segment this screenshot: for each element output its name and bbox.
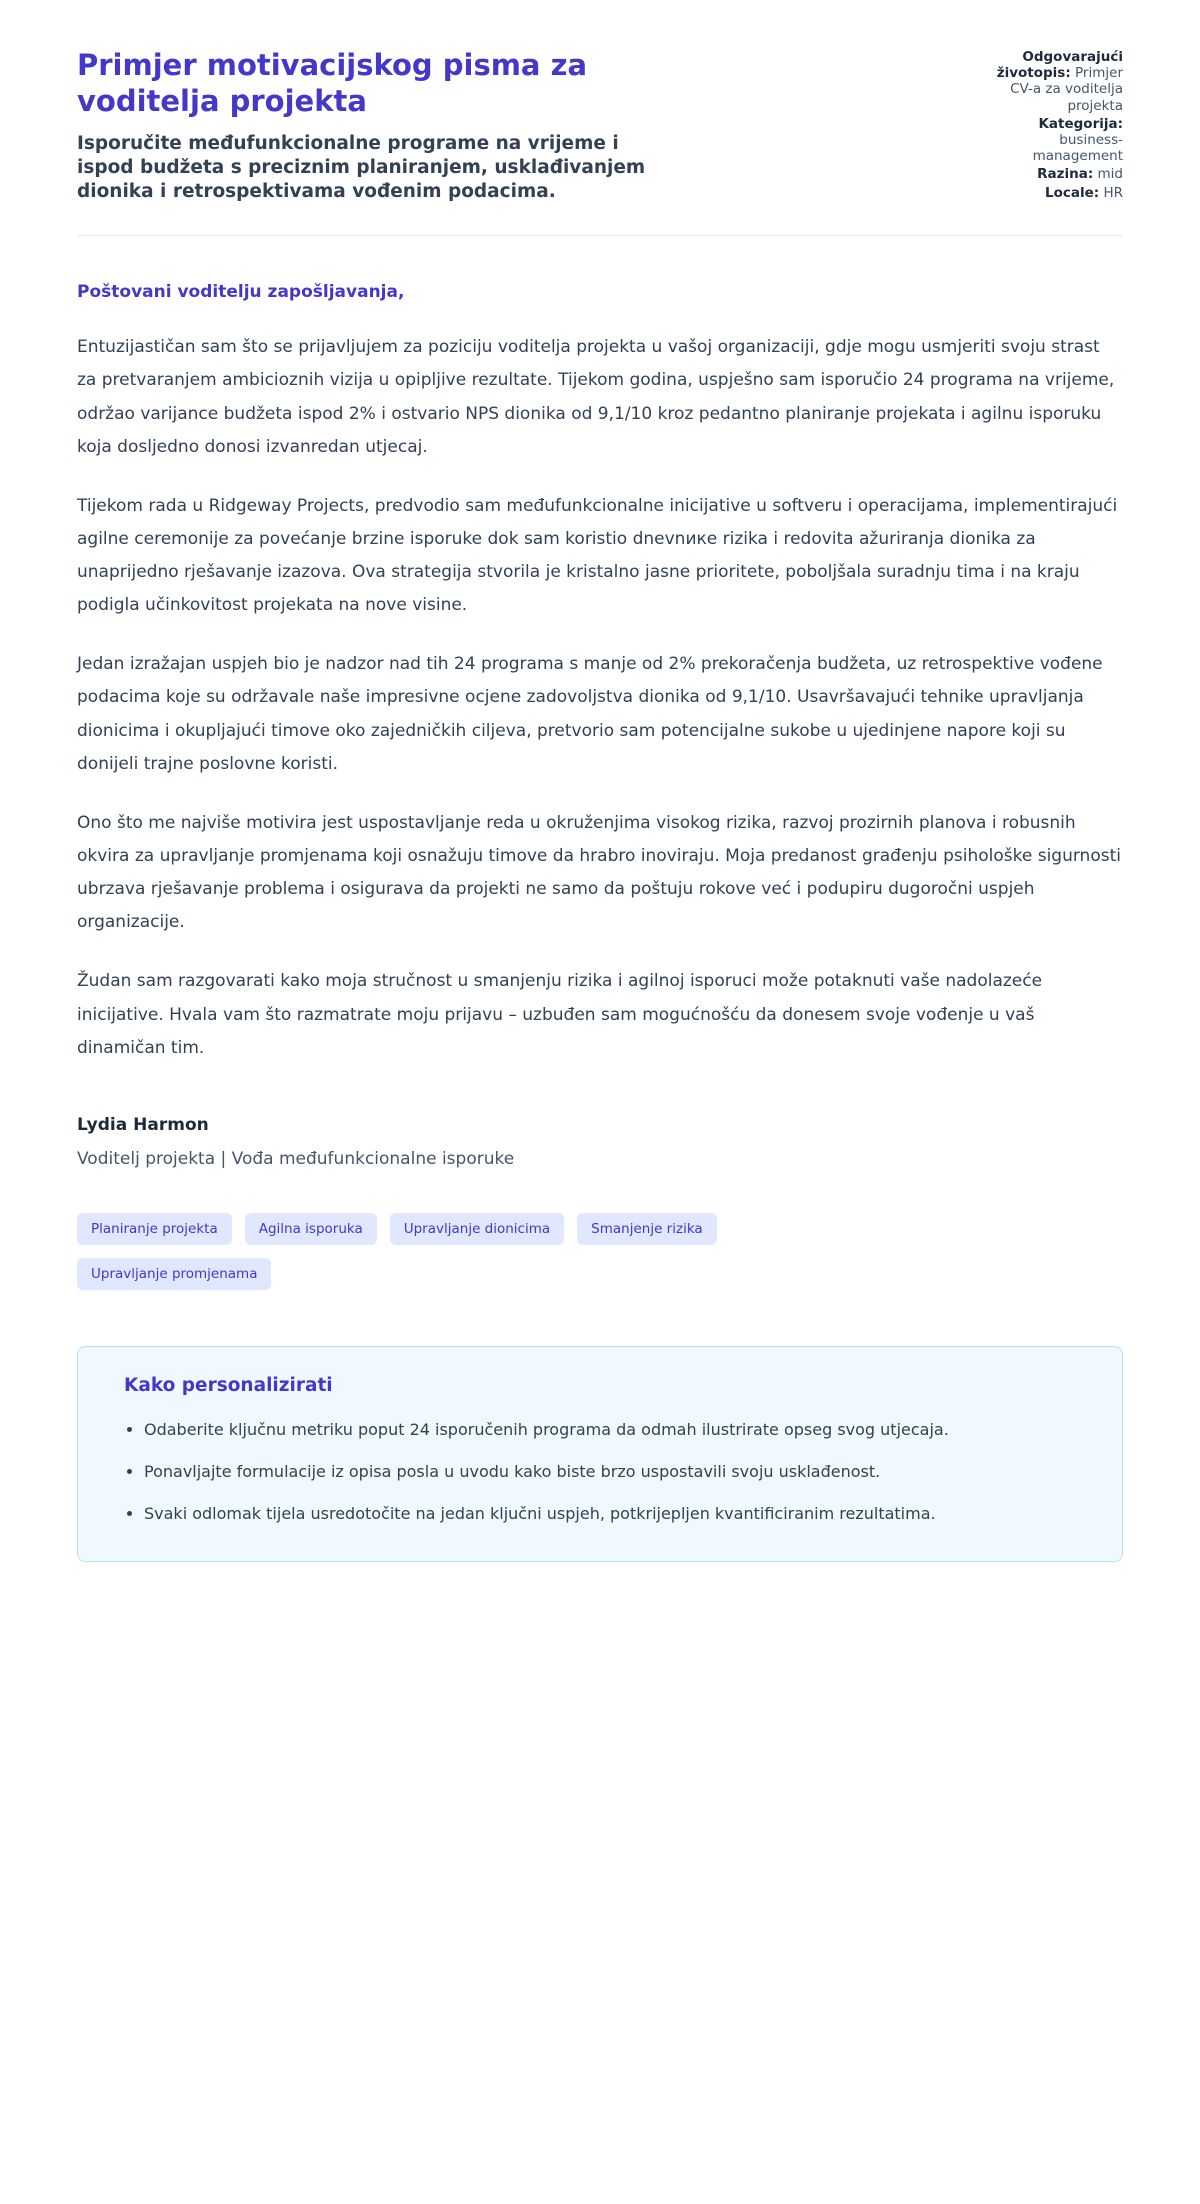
meta-row-matching-resume xyxy=(985,49,1123,114)
tips-list xyxy=(104,1416,1096,1528)
personalization-tips-box xyxy=(77,1346,1123,1561)
tips-title: Kako personalizirati xyxy=(124,1375,333,1397)
header-main xyxy=(77,47,945,205)
meta-row-locale xyxy=(985,185,1123,201)
tag-stakeholder-management: Upravljanje dionicima xyxy=(390,1213,564,1245)
tag-change-management: Upravljanje promjenama xyxy=(77,1258,271,1290)
meta-panel xyxy=(985,47,1123,203)
tip-item-1: • Odaberite ključnu metriku poput 24 isporučenih programa da odmah ilustrirate opseg svog utjecaja. xyxy=(144,1416,1064,1445)
meta-label: Razina: xyxy=(1037,166,1094,183)
meta-row-level xyxy=(985,166,1123,182)
letter-paragraph-1: Entuzijastičan sam što se prijavljujem za poziciju voditelja projekta u vašoj organizaciji, gdje mogu usmjeriti svoju strast za pretvaranjem ambicioznih vizija u opipljive rezultate. Tijekom godina, uspješno sam isporučio 24 programa na vrijeme, održao varijance budžeta ispod 2% i ostvario NPS dionika od 9,1/10 kroz pedantno planiranje projekata i agilnu isporuku koja dosljedno donosi izvanredan utjecaj. xyxy=(77,337,1115,457)
document-header xyxy=(77,47,1123,205)
signature-role: Voditelj projekta | Vođa međufunkcionalne isporuke xyxy=(77,1148,515,1169)
meta-label: Locale: xyxy=(1044,184,1100,201)
page-title: Primjer motivacijskog pisma za voditelja projekta xyxy=(77,48,588,119)
meta-value: business-management xyxy=(1032,131,1123,165)
meta-value: Primjer CV-a za voditelja projekta xyxy=(1010,65,1123,114)
letter-paragraph-5: Žudan sam razgovarati kako moja stručnost u smanjenju rizika i agilnoj isporuci može potaknuti vaše nadolazeće inicijative. Hvala vam što razmatrate moju prijavu – uzbuđen sam mogućnošću da donesem svoje vođenje u vaš dinamičan tim. xyxy=(77,971,1043,1058)
letter-paragraph-2: Tijekom rada u Ridgeway Projects, predvodio sam međufunkcionalne inicijative u softveru i operacijama, implementirajući agilne ceremonije za povećanje brzine isporuke dok sam koristio dnevnике rizika i redovita ažuriranja dionika za unaprijedno rješavanje izazova. Ova strategija stvorila je kristalno jasne prioritete, poboljšala suradnju tima i na kraju podigla učinkovitost projekata na nove visine. xyxy=(77,495,1118,616)
meta-value: HR xyxy=(1103,184,1123,201)
header-divider xyxy=(77,235,1123,236)
tip-item-2: • Ponavljajte formulacije iz opisa posla u uvodu kako biste brzo uspostavili svoju usklađenost. xyxy=(144,1458,1064,1487)
page-subtitle: Isporučite međufunkcionalne programe na vrijeme i ispod budžeta s preciznim planiranjem, usklađivanjem dionika i retrospektivama vođenim podacima. xyxy=(77,132,646,203)
letter-body xyxy=(77,280,1123,1169)
letter-paragraph-4: Ono što me najviše motivira jest uspostavljanje reda u okruženjima visokog rizika, razvoj prozirnih planova i robusnih okvira za upravljanje promjenama koji osnažuju timove da hrabro inoviraju. Moja predanost građenju psihološke sigurnosti ubrzava rješavanje problema i osigurava da projekti ne samo da poštuju rokove već i podupiru dugoročni uspjeh organizacije. xyxy=(77,812,1121,933)
signature-name: Lydia Harmon xyxy=(77,1114,209,1135)
meta-label: Kategorija: xyxy=(1038,115,1123,132)
tip-item-3: • Svaki odlomak tijela usredotočite na jedan ključni uspjeh, potkrijepljen kvantificiranim rezultatima. xyxy=(144,1500,1064,1529)
salutation: Poštovani voditelju zapošljavanja, xyxy=(77,281,405,302)
tag-project-planning: Planiranje projekta xyxy=(77,1213,232,1245)
meta-label: Odgovarajući životopis: xyxy=(996,49,1123,82)
letter-paragraph-3: Jedan izražajan uspjeh bio je nadzor nad tih 24 programa s manje od 2% prekoračenja budžeta, uz retrospektive vođene podacima koje su održavale naše impresivne ocjene zadovoljstva dionika od 9,1/10. Usavršavajući tehnike upravljanja dionicima i okupljajući timove oko zajedničkih ciljeva, pretvorio sam potencijalne sukobe u ujedinjene napore koji su donijeli trajne poslovne koristi. xyxy=(77,654,1103,774)
tag-list xyxy=(77,1213,777,1290)
tag-risk-mitigation: Smanjenje rizika xyxy=(577,1213,717,1245)
tag-agile-delivery: Agilna isporuka xyxy=(245,1213,377,1245)
meta-value: mid xyxy=(1097,166,1123,183)
meta-row-category xyxy=(985,116,1123,165)
